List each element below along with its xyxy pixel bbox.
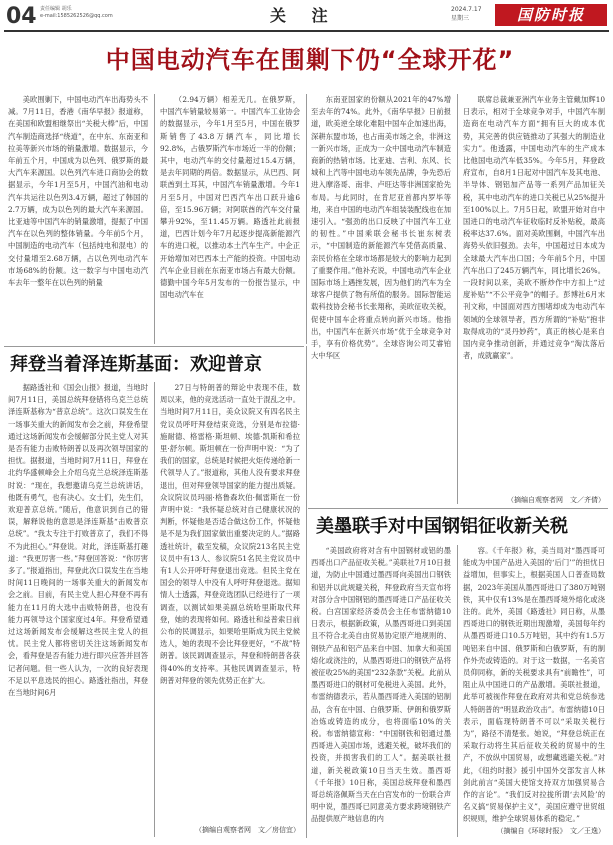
article1-text-4: 联席总裁兼亚洲汽车业务主管戴加辉10日表示，相对于全球竞争对手，中国汽车制造商在电动汽车方面“拥有巨大的成本优势，其完善的供应链推动了其强大的制造业实力”。他透露，中国电动汽车的生产成本比他国电动汽车低35%。今年5月，拜登政府宣布，自8月1日起对中国汽车及其电池、半导体、钢铝加产品等一系列产品加征关税，其中电动汽车的进口关税已从25%提升至100%以上。7月5日起，欧盟开始对自中国进口的电动汽车征收临时反补贴税，最高税率达37.6%。面对美欧围剿，中国汽车出海势头依旧强劲。去年，中国超过日本成为全球最大汽车出口国；今年前5个月，中国汽车出口了245万辆汽车，同比增长26%。一段时间以来，美欧不断炒作中方扣上“过度补贴”“不公平竞争”的帽子。彭博社6月末刊文称，中国面对西方围堵却成为电动汽车领域的全球领导者，西方所谓的“补贴”抱非取得成功的“灵丹妙药”，真正的核心是来自国内竞争推动创新，并通过竞争“淘汰落后者，成就赢家”。 bbox=[463, 95, 605, 361]
article2-column-2 bbox=[160, 382, 300, 822]
article2-headline: 拜登当着泽连斯基面：欢迎普京 bbox=[10, 354, 262, 375]
article3-text-2: 容。《千年报》称，美当局对“墨西哥可能成为中国产品进入美国的‘后门’”的担忧日益增加，但事实上，根据美国人口普查局数据，2023年美国从墨西哥进口了380万吨钢铁，其中仅有13%是在墨西哥境外熔化或浇注的。此外，美国《路透社》同日称，从墨西哥进口的钢铁近期出现激增，美国每年约从墨西哥进口10.5万吨铝，其中约有1.5万吨铝来自中国、俄罗斯和白俄罗斯，有的制作外壳或铸造的。对于这一数据，一名美官员仰同称，新的关税要求具有“前瞻性”，可阻止从中国进口的产品激增。美联社报道，此举可被视作拜登在政府对共和党总统参选人特朗普的“明显政治攻击”。布雷纳德10日表示，面临现特朗普不可以“采取关税行为”，路径不清楚张。她说，“拜登总统正在采取行动将生其后征收关税的贸易中的生产，不放纵中国贸易，或想藏逃避关税。”对此，《纽约时报》援引中国外交部发言人林剑此前言“美国大使馆支持双方加强贸易合作的言论”。“我们反对拉拢所谓‘去风险’的名义搞“贸易保护主义”，美国应遵守世贸组织规则，维护全球贸易体系的稳定。” bbox=[463, 546, 605, 823]
article3-text-1: “美国政府将对含有中国钢材或铝的墨西哥出口产品征收关税。”美联社7月10日报道，为防止中国通过墨西哥向美国出口钢铁和铝并以此规避关税，拜登政府当天宣布将对部分含中国钢铝的墨西哥进口产品征收关税。白宫国家经济委员会主任布雷纳德10日表示，根据新政策，从墨西哥进口到美国且不符合北美自由贸易协定原产地规则的、钢铁产品和铝产品来自中国、加拿大和美国熔化或浇注的，从墨西哥进口的钢铁产品将被征收25%的美国“232条款”关税。此前从墨西哥进口的钢材可免税进入美国。此外，布雷纳德表示，若从墨西哥进入美国的铝制品，含有在中国、白俄罗斯、伊朗和俄罗斯冶炼或铸造的成分，也将面临10%的关税。布雷纳德宣称：“中国钢铁和铝通过墨西哥进入美国市场，逃避关税，破坏我们的投资，并损害我们的工人”。据美联社报道，新关税政策10日当天生效。墨西哥《千年报》10日称，美国总统拜登和墨西哥总统洛佩斯当天在白宫发布的一份联合声明中说，墨西哥已同意美方要求跨境钢铁产品提供原产地信息的内 bbox=[311, 546, 451, 824]
masthead-logo: 国防时报 bbox=[495, 4, 607, 26]
article3-column-1 bbox=[311, 545, 451, 837]
divider bbox=[306, 346, 307, 838]
article1-column-2 bbox=[160, 94, 300, 344]
article3-source-box bbox=[463, 823, 605, 837]
article2-source-box bbox=[160, 822, 300, 836]
header-rule bbox=[4, 30, 609, 32]
divider bbox=[457, 94, 458, 504]
article1-column-4 bbox=[463, 94, 605, 494]
editor-info bbox=[40, 6, 113, 20]
article1-column-1 bbox=[8, 94, 148, 344]
divider bbox=[306, 94, 307, 344]
article1-source: （摘编自观察者网 文／齐倩） bbox=[507, 496, 605, 504]
article3-source: （摘编自《环球时报》 文／王逸） bbox=[496, 827, 605, 835]
section-divider bbox=[4, 346, 304, 347]
divider bbox=[154, 382, 155, 837]
article1-text-2: （2.94万辆）相差无几。在俄罗斯，中国汽车销量较易第一。中国汽车工业协会的数据显示，今年1月至5月，中国在俄罗斯销售了43.8万辆汽车，同比增长92.8%，占俄罗斯汽车市场近一半的份额；其中，电动汽车的交付量超过15.4万辆，是去年同期的两倍。数据显示，从巴西、阿联酋到土耳其，中国汽车销量激增。今年1月至5月，中国对巴西汽车出口跃升逾6倍，至15.96万辆；对阿联酋的汽车交付量攀升92%，至11.45万辆。路透社此前报道，巴西计划今年7月起逐步提高新能源汽车的进口税，以推动本土汽车生产。中企正开始增加对巴西本土产能的投资。中国电动汽车企业目前在东南亚市场占有最大份额。德勤中国今年5月发布的一份报告显示，中国电动汽车在 bbox=[160, 95, 300, 300]
page-number: 04 bbox=[6, 4, 37, 29]
page-header bbox=[0, 0, 613, 30]
editor-name: 责任编辑 胡乐 bbox=[40, 6, 72, 12]
weekday: 星期三 bbox=[451, 15, 470, 22]
article2-text-2: 27日与特朗普的辩论中表现不佳，数周以来，他的竞选活动一直处于混乱之中。当地时间7月11日，美众议院又有四名民主党议员呼吁拜登结束竞选，分别是布拉德·施耐德、格雷格·斯坦顿、埃德·凯斯和希拉里·舒尔顿。斯坦顿在一份声明中说：“为了我们的国家，总统是时候把火炬传递给新一代领导人了。”报道称，其他人没有要求拜登退出，但对拜登领导国家的能力提出质疑。众议院议员玛丽·格鲁森坎伯·佩雷斯在一份声明中说：“我怀疑总统对自己健康状况的判断，怀疑他是否适合做这份工作，怀疑他是不是为我们国家做出重要决定的人。”据路透社统计，截至发稿，众议院213名民主党议员中有13人、参议院51名民主党议员中有1人公开呼吁拜登退出竞选。但民主党在国会的领导人中没有人呼吁拜登退选。据知情人士透露，拜登竞选团队已经进行了一项调查，以测试如果美副总统哈里斯取代拜登，她的表现将如何。路透社和益普索日前公布的民调显示，如果哈里斯成为民主党候选人，她的表现不会比拜登更好，“不战”特朗普。该民调调查显示，拜登和特朗普各获得40%的支持率。其他民调调查显示，特朗普对拜登的领先优势正在扩大。 bbox=[160, 383, 300, 685]
editor-email: e-mail:1585262526@qq.com bbox=[40, 13, 113, 19]
section-title: 关 注 bbox=[270, 6, 338, 25]
divider bbox=[154, 94, 155, 344]
section-divider bbox=[308, 508, 608, 509]
article2-text-1: 据路透社和《国会山报》报道，当地时间7月11日，美国总统拜登错将乌克兰总统泽连斯基称为“普京总统”。这次口误发生在一场事关重大的新闻发布会之前，拜登希望通过这场新闻发布会缓解部分民主党人对其是否有能力击败特朗普以及再次领导国家的担忧。据报道，当地时间7月11日，拜登在北约华盛顿峰会上介绍乌克兰总统泽连斯基时说：“现在，我想邀请乌克兰总统讲话，他既有勇气，也有决心。女士们，先生们，欢迎普京总统。”随后，他意识到自己的错误，解释说他的意思是泽连斯基“击败普京总统”。“我太专注于打败普京了，我们不得不为此担心。”拜登说。对此，泽连斯基打趣道：“我更厉害一些。”拜登回答说：“你厉害多了。”报道指出，拜登此次口误发生在当地时间11日晚间的一场事关重大的新闻发布会之前。目前，有民主党人担心拜登不再有能力在11月的大选中击败特朗普，也没有能力再领导这个国家度过4年。拜登希望通过这场新闻发布会缓解这些民主党人的担忧。民主党人都将密切关注这场新闻发布会，看拜登是否有能力进行即兴应答并回答记者问题。但一些人认为，一次的良好表现不足以平息选民的担心。路透社指出，拜登在当地时间6月 bbox=[8, 383, 148, 698]
article1-headline: 中国电动汽车在围剿下仍“全球开花” bbox=[105, 46, 515, 74]
divider bbox=[457, 545, 458, 837]
article2-source: （摘编自观察者网 文／房信宜） bbox=[195, 826, 300, 834]
article3-column-2 bbox=[463, 545, 605, 823]
article3-headline: 美墨联手对中国钢铝征收新关税 bbox=[316, 516, 568, 537]
article1-text-1: 美欧围剿下，中国电动汽车出海势头不减。7月11日，香港《南华早报》报道称，在美国和欧盟相继祭出“关税大棒”后，中国汽车制造商选择“绕道”，在中东、东南亚和拉美等新兴市场的销量激增。数据显示，今年前五个月，中国成为以色列、俄罗斯的最大汽车来源国。以色列汽车进口商协会的数据显示，今年1月至5月，中国汽油和电动汽车共运往以色列3.4万辆，超过了韩国的2.7万辆，成为以色列的最大汽车来源国。比亚迪等中国汽车的销量激增，提振了中国汽车在以色列的整体销量。今年前5个月，中国制造的电动汽车（包括纯电和混电）的交付量增至2.68万辆，占以色列电动汽车市场68%的份额。这一数字与中国电动汽车去年一整年在以色列的销量 bbox=[8, 95, 148, 288]
article2-column-1 bbox=[8, 382, 148, 837]
issue-date bbox=[451, 5, 482, 23]
article1-column-3 bbox=[311, 94, 451, 500]
article1-text-3: 东南亚国家的份额从2021年的47%增至去年的74%。此外，《南华早报》日前报道，欧美逆全球化难阻中国车企加速出海，深耕东盟市场，也占南美市场之余，非洲这一新兴市场，正成为一众中国电动汽车制造商新的热销市场。比亚迪、吉利、东风、长城和上汽等中国电动车领先品牌，争先恐后进入摩洛哥、南非、卢旺达等非洲国家抢先布局。与此同时，在肯尼亚首都内罗毕等地，来自中国的电动汽车组装装配线也在加速引入。“强劲的出口反映了中国汽车工业的韧性。”中国乘联会秘书长崔东树表示，“中国制造的新能源汽车凭借高质量、亲民价格在全球市场都是较大的影响力起到了重要作用。”他补充说，中国电动汽车企业国际市场上遇挫发展，因为他们的汽车为全球客户提供了物有所值的服务。国际智能运载科技协会秘书长张翔称，美欧征收关税，促使中国车企将重点转向新兴市场。他指出，中国汽车在新兴市场“优于全球竞争对手，享有价格优势”。全球咨询公司艾睿铂大中华区 bbox=[311, 95, 451, 361]
date: 2024.7.17 bbox=[451, 6, 482, 13]
article1-source-box bbox=[463, 492, 605, 506]
